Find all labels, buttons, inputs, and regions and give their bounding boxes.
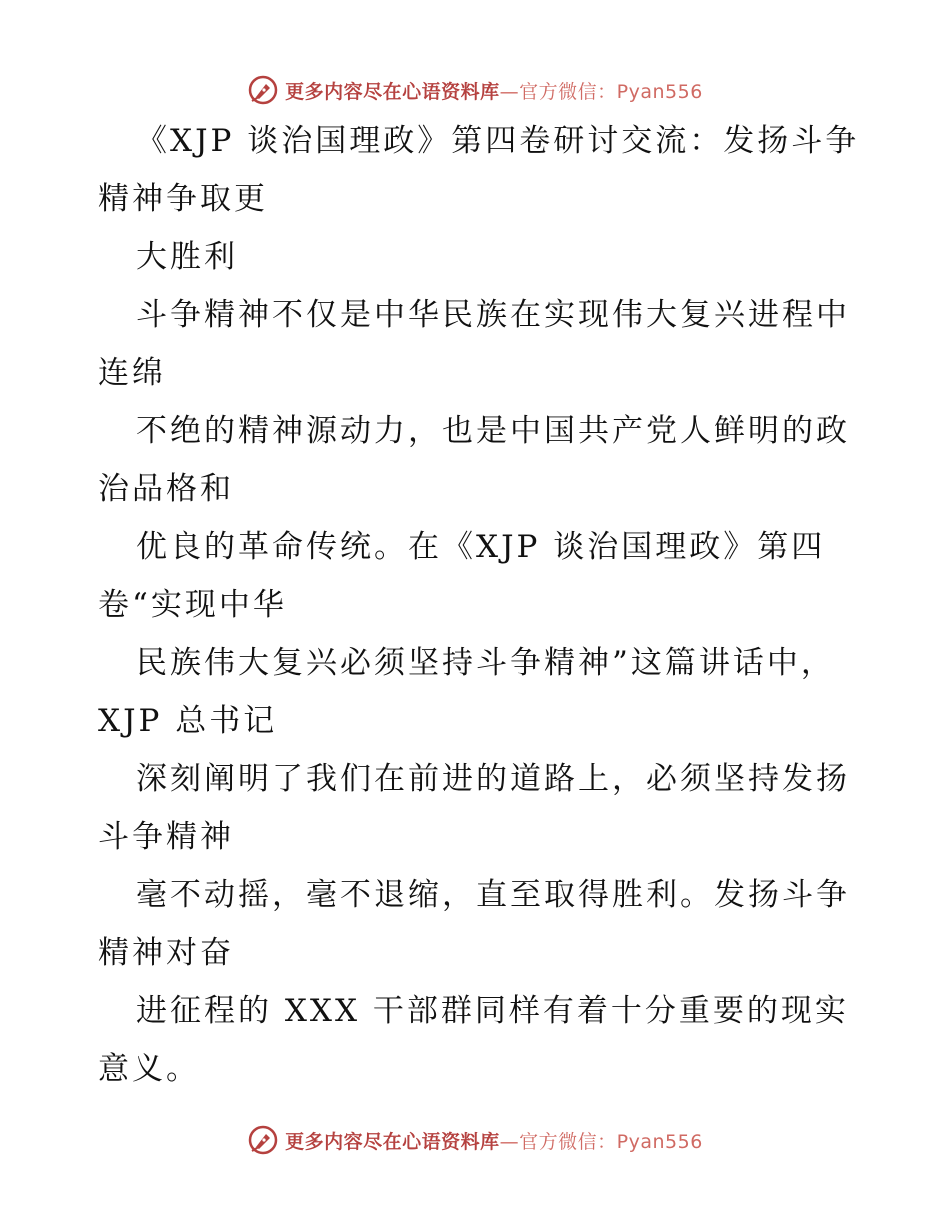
pen-nib-logo-icon — [247, 74, 279, 106]
text-line: 精神争取更 — [98, 181, 268, 217]
text-line: 毫不动摇，毫不退缩，直至取得胜利。发扬斗争 — [136, 877, 850, 913]
watermark-tail: —官方微信：Pyan556 — [499, 1130, 703, 1153]
pen-nib-logo-icon — [247, 1124, 279, 1156]
text-line: 大胜利 — [136, 239, 238, 275]
text-line: 优良的革命传统。在《XJP 谈治国理政》第四 — [136, 529, 826, 565]
watermark-lead: 更多内容尽在心语资料库 — [285, 80, 500, 103]
watermark-text — [285, 1127, 703, 1154]
text-line: 斗争精神不仅是中华民族在实现伟大复兴进程中 — [136, 297, 850, 333]
footer-watermark — [0, 1120, 950, 1160]
watermark-tail: —官方微信：Pyan556 — [499, 80, 703, 103]
document-body — [98, 112, 868, 1098]
text-line: 斗争精神 — [98, 819, 234, 855]
text-line: 深刻阐明了我们在前进的道路上，必须坚持发扬 — [136, 761, 850, 797]
text-line: 治品格和 — [98, 471, 234, 507]
text-line: 精神对奋 — [98, 935, 234, 971]
watermark-text — [285, 77, 703, 104]
text-line: 进征程的 XXX 干部群同样有着十分重要的现实 — [136, 993, 849, 1029]
watermark-lead: 更多内容尽在心语资料库 — [285, 1130, 500, 1153]
text-line: 《XJP 谈治国理政》第四卷研讨交流：发扬斗争 — [136, 123, 860, 159]
text-line: 意义。 — [98, 1051, 200, 1087]
text-line: XJP 总书记 — [98, 703, 278, 739]
text-line: 民族伟大复兴必须坚持斗争精神”这篇讲话中， — [136, 645, 835, 681]
text-line: 不绝的精神源动力，也是中国共产党人鲜明的政 — [136, 413, 850, 449]
header-watermark — [0, 70, 950, 110]
text-line: 卷“实现中华 — [98, 587, 287, 623]
text-line: 连绵 — [98, 355, 166, 391]
